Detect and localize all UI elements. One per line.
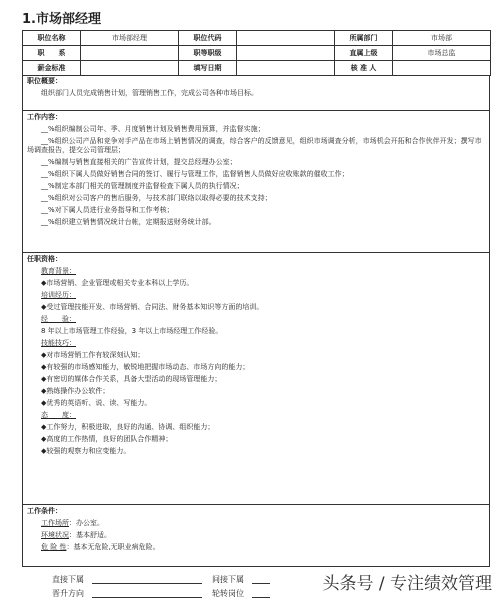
duty-item: __%组织公司产品和竞争对手产品在市场上销售情况的调查，综合客户的反馈意见，组织市场调查分析，市场机会开拓和合作伙伴开发；撰写市场调查报告，提交公司管理层； bbox=[27, 137, 482, 154]
env-value: ：基本舒适。 bbox=[69, 531, 111, 539]
conditions-heading: 工作条件： bbox=[27, 507, 62, 515]
info-label-fill-date: 填写日期 bbox=[179, 61, 237, 76]
env-label: 环境状况 bbox=[41, 531, 69, 539]
duty-item: __%组织对公司客户的售后服务，与技术部门联络以取得必要的技术支持； bbox=[41, 194, 272, 202]
info-row-2 bbox=[23, 46, 491, 61]
info-value-supervisor: 市场总监 bbox=[393, 46, 491, 61]
info-value-position-code bbox=[237, 31, 335, 46]
duty-item: __%组织编制公司年、季、月度销售计划及销售费用预算，并监督实施； bbox=[41, 125, 265, 133]
direct-subordinate-label: 直接下属 bbox=[52, 575, 84, 584]
direct-subordinate-line bbox=[92, 583, 202, 584]
overview-section bbox=[22, 75, 490, 111]
condition-env bbox=[23, 530, 489, 542]
info-value-department: 市场部 bbox=[393, 31, 491, 46]
duty-item: __%组织下属人员做好销售合同的签订、履行与管理工作，监督销售人员做好应收账款的催收工作； bbox=[41, 170, 349, 178]
skill-item: ◆有密切的媒体合作关系，具备大型活动的现场管理能力； bbox=[41, 375, 222, 383]
promotion-line bbox=[92, 597, 202, 598]
duty-item: __%组织建立销售情况统计台帐，定期报送财务统计部。 bbox=[41, 218, 216, 226]
skill-item: ◆有较强的市场感知能力，敏锐地把握市场动态、市场方向的能力； bbox=[41, 363, 250, 371]
attitude-item: ◆高度的工作热情，良好的团队合作精神； bbox=[41, 435, 173, 443]
training-label: 培训经历： bbox=[41, 291, 76, 299]
education-label: 教育背景： bbox=[41, 267, 76, 275]
overview-text: 组织部门人员完成销售计划，管理销售工作，完成公司各种市场目标。 bbox=[41, 89, 258, 97]
skill-item: ◆对市场营销工作有较深刻认知； bbox=[41, 351, 145, 359]
skill-item: ◆熟练操作办公软件； bbox=[41, 387, 110, 395]
duties-heading: 工作内容： bbox=[27, 113, 62, 121]
overview-heading: 职位概要： bbox=[27, 77, 62, 85]
attitude-label: 态 度： bbox=[41, 411, 76, 419]
info-row-3 bbox=[23, 61, 491, 76]
experience-label: 经 验： bbox=[41, 315, 76, 323]
info-value-fill-date bbox=[237, 61, 335, 76]
indirect-subordinate-line bbox=[252, 583, 270, 584]
info-label-supervisor: 直属上级 bbox=[335, 46, 393, 61]
rotation-label: 轮转岗位 bbox=[212, 589, 244, 598]
info-label-salary: 薪金标准 bbox=[23, 61, 81, 76]
info-label-approver: 核 准 人 bbox=[335, 61, 393, 76]
info-value-grade bbox=[237, 46, 335, 61]
rotation-line bbox=[252, 597, 270, 598]
info-value-position-name: 市场部经理 bbox=[81, 31, 179, 46]
duty-item: __%编制与销售直接相关的广告宣传计划，提交总经理办公室； bbox=[41, 158, 237, 166]
duty-item: __%制定本部门相关的管理制度并监督检查下属人员的执行情况； bbox=[41, 182, 244, 190]
page-title: 1.市场部经理 bbox=[22, 12, 101, 27]
training-item: ◆受过管理技能开发、市场营销、合同法、财务基本知识等方面的培训。 bbox=[41, 303, 264, 311]
skill-item: ◆优秀的英语听、说、读、写能力。 bbox=[41, 399, 152, 407]
info-value-job-family bbox=[81, 46, 179, 61]
info-label-position-name: 职位名称 bbox=[23, 31, 81, 46]
info-label-grade: 职等职级 bbox=[179, 46, 237, 61]
attitude-item: ◆较强的观察力和应变能力。 bbox=[41, 447, 131, 455]
duties-section bbox=[22, 111, 490, 253]
risk-value: ：基本无危险,无职业病危险。 bbox=[66, 543, 160, 551]
attitude-item: ◆工作努力，积极进取，良好的沟通、协调、组织能力； bbox=[41, 423, 215, 431]
condition-place bbox=[23, 518, 489, 530]
info-label-department: 所属部门 bbox=[335, 31, 393, 46]
info-label-position-code: 职位代码 bbox=[179, 31, 237, 46]
info-value-salary bbox=[81, 61, 179, 76]
place-value: ：办公室。 bbox=[69, 519, 104, 527]
conditions-section bbox=[22, 505, 490, 567]
skills-label: 技能技巧： bbox=[41, 339, 76, 347]
experience-item: 8 年以上市场管理工作经验，3 年以上市场经理工作经验。 bbox=[41, 327, 223, 335]
watermark: 头条号 / 专注绩效管理 bbox=[322, 574, 492, 594]
indirect-subordinate-label: 间接下属 bbox=[212, 575, 244, 584]
duty-item: __%对下属人员进行业务指导和工作考核； bbox=[41, 206, 174, 214]
risk-label: 危 险 性 bbox=[41, 543, 67, 551]
qualifications-section bbox=[22, 253, 490, 505]
place-label: 工作场所 bbox=[41, 519, 69, 527]
condition-risk bbox=[23, 542, 489, 554]
info-label-job-family: 职 系 bbox=[23, 46, 81, 61]
education-item: ◆市场营销、企业管理或相关专业本科以上学历。 bbox=[41, 279, 194, 287]
info-row-1 bbox=[23, 31, 491, 46]
promotion-label: 晋升方向 bbox=[52, 589, 84, 598]
qualifications-heading: 任职资格： bbox=[27, 255, 62, 263]
info-table bbox=[22, 30, 491, 76]
info-value-approver bbox=[393, 61, 491, 76]
